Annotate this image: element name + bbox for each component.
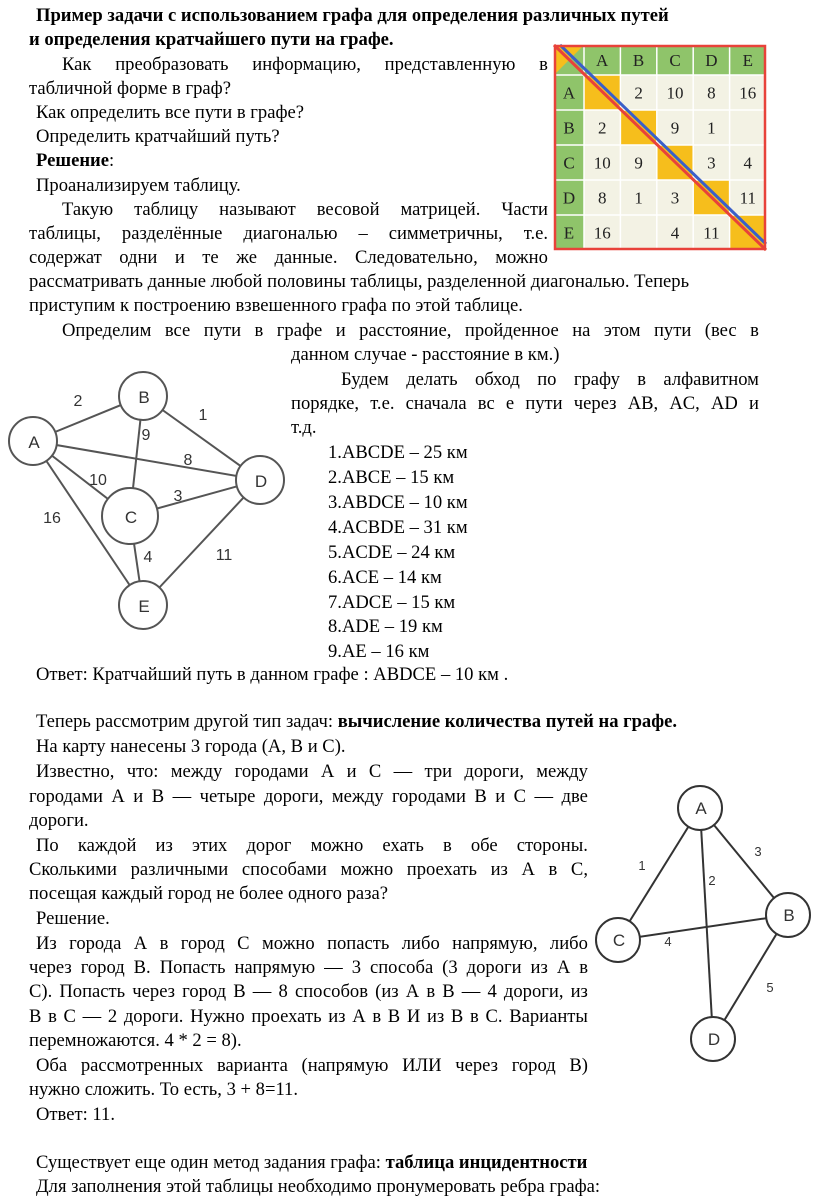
node-label: D (254, 472, 268, 491)
word: (из (375, 981, 399, 1002)
word: AC, (669, 393, 700, 414)
word: пути (653, 320, 692, 341)
path-item: 6.ACE – 14 км (328, 567, 442, 588)
word: B (233, 981, 246, 1002)
matrix-cell: 2 (634, 83, 643, 103)
word: на (572, 320, 591, 341)
word: пути (525, 393, 563, 414)
answer-2: Ответ: 11. (36, 1104, 115, 1125)
word: в (579, 957, 588, 978)
matrix-cell: 1 (707, 118, 716, 138)
word: делать (406, 369, 458, 390)
word: Нужно (190, 1006, 245, 1027)
path-item: 4.ACBDE – 31 км (328, 517, 468, 538)
word: проехать (406, 859, 477, 880)
word: через (132, 981, 176, 1002)
word: (напрямую (301, 1055, 389, 1076)
word: представленную (384, 54, 516, 75)
node-label: D (707, 1030, 721, 1049)
edge-weight: 2 (73, 393, 83, 410)
solution-2-heading: Решение. (36, 908, 110, 929)
word: весовой (316, 199, 380, 220)
word: и (495, 786, 506, 807)
node-label: A (695, 799, 707, 818)
word: т.е. (523, 223, 548, 244)
word: способа (369, 957, 434, 978)
edge-number: 3 (754, 844, 762, 859)
word: стороны. (516, 835, 588, 856)
node-label: C (612, 931, 626, 950)
edge-number: 5 (766, 980, 774, 995)
word: Как (62, 54, 92, 75)
weight-matrix-line-2 (29, 222, 548, 246)
word: алфавитном (663, 369, 759, 390)
word: различными (130, 859, 229, 880)
word: четыре (199, 786, 256, 807)
edge-weight: 4 (143, 549, 153, 566)
word: информацию, (252, 54, 361, 75)
word: — (324, 957, 343, 978)
word: B (450, 1006, 464, 1027)
word: все (164, 320, 191, 341)
sum-line-1 (36, 1054, 588, 1078)
word: обход (474, 369, 520, 390)
matrix-col-header: B (632, 51, 645, 70)
word: Определим (62, 320, 152, 341)
word: можно (310, 835, 364, 856)
word: из (570, 981, 588, 1002)
word: дорог (246, 835, 292, 856)
matrix-cell: 1 (634, 188, 643, 208)
word: AB, (627, 393, 659, 414)
word: B (29, 1006, 42, 1027)
word: C (368, 761, 382, 782)
word: попасть (327, 933, 390, 954)
word: в (159, 933, 169, 954)
solution-line-3 (29, 980, 588, 1004)
word: дороги, (263, 786, 324, 807)
path-item: 8.ADE – 19 км (328, 616, 443, 637)
word: C (63, 1006, 76, 1027)
word: Попасть (59, 981, 126, 1002)
word: дороги (466, 957, 522, 978)
weight-matrix-line-3 (29, 246, 548, 270)
matrix-row-header: A (562, 83, 576, 103)
matrix-cell: 2 (597, 118, 607, 138)
word: из (155, 835, 173, 856)
matrix-row-header: B (563, 118, 575, 138)
word: можно (495, 247, 548, 268)
edge-ad (33, 441, 260, 480)
word: этих (191, 835, 228, 856)
word: B (442, 981, 455, 1002)
word: дороги, (464, 761, 524, 782)
matrix-cell: 10 (666, 83, 684, 103)
word: дороги. (123, 1006, 184, 1027)
word: и (346, 761, 357, 782)
matrix-col-header: A (596, 51, 609, 70)
word: (3 (442, 957, 458, 978)
matrix-cell: 10 (593, 153, 611, 173)
word: диагональю (243, 223, 338, 244)
matrix-row-header: E (563, 223, 575, 243)
word: же (236, 247, 257, 268)
matrix-cell: 11 (739, 188, 756, 208)
word: городами (29, 786, 103, 807)
edge-ad (700, 808, 716, 1039)
question-line-1 (36, 834, 588, 858)
word: таблицы, (29, 223, 101, 244)
word: вс (477, 393, 495, 414)
word: A (133, 933, 148, 954)
question-line-2 (29, 858, 588, 882)
word: Следовательно, (354, 247, 478, 268)
word: A (556, 957, 571, 978)
word: проехать (251, 1006, 322, 1027)
word: в (637, 369, 647, 390)
word: AD (710, 393, 738, 414)
word: дороги, (503, 981, 564, 1002)
word: город (80, 957, 125, 978)
word: этом (603, 320, 641, 341)
word: в (539, 54, 548, 75)
edge-weight: 3 (173, 488, 183, 505)
word: — (82, 1006, 102, 1027)
word: либо (401, 933, 440, 954)
title-line-1: Пример задачи с использованием графа для определения различных путей (36, 5, 669, 26)
traverse-line-3: т.д. (291, 417, 317, 438)
word: через (29, 957, 72, 978)
matrix-row-header: C (563, 153, 575, 173)
word: между (331, 786, 384, 807)
word: из (530, 957, 548, 978)
word: графу (573, 369, 620, 390)
weight-matrix-line-4: рассматривать данные любой половины таблицы, разделенной диагональю. Теперь (29, 271, 690, 292)
map-line: На карту нанесены 3 города (A, B и C). (36, 736, 346, 757)
matrix-cell: 8 (707, 83, 716, 103)
word: 2 (107, 1006, 118, 1027)
matrix-cell: 3 (707, 153, 716, 173)
node-label: E (138, 597, 150, 616)
word: городами (391, 786, 466, 807)
edge-number: 4 (664, 934, 672, 949)
word: т.е. (370, 393, 395, 414)
word: C). (29, 981, 53, 1002)
word: A (320, 761, 335, 782)
answer-1: Ответ: Кратчайший путь в данном графе : ABDCE – 10 км . (36, 664, 509, 685)
matrix-cell: 4 (670, 223, 680, 243)
word: город (180, 933, 225, 954)
word: ИЛИ (402, 1055, 442, 1076)
edge-weight: 8 (183, 452, 193, 469)
edge-weight: 1 (198, 407, 208, 424)
solution-heading: Решение: (36, 150, 115, 171)
word: Будем (341, 369, 389, 390)
word: B (151, 786, 165, 807)
word: между (170, 761, 223, 782)
weight-matrix (554, 45, 766, 250)
weight-matrix-line-1 (62, 198, 548, 222)
word: — (534, 786, 554, 807)
word: в (372, 1006, 382, 1027)
edge-weight: 16 (43, 510, 61, 527)
question-3: Определить кратчайший путь? (36, 126, 280, 147)
word: таблицу (134, 199, 199, 220)
word: можно (261, 933, 315, 954)
second-task-intro: Теперь рассмотрим другой тип задач: вычисление количества путей на графе. (36, 711, 677, 732)
question-1-line-1 (62, 53, 548, 77)
word: одни (119, 247, 158, 268)
word: три (424, 761, 453, 782)
word: в (254, 320, 264, 341)
define-paths-line-1 (62, 319, 759, 343)
word: рассмотренных (80, 1055, 204, 1076)
word: и (335, 320, 346, 341)
edge-weight: 10 (89, 472, 107, 489)
question-line-3: посещая каждый город не более одного раза? (29, 883, 389, 904)
question-2: Как определить все пути в графе? (36, 102, 305, 123)
word: из (426, 1006, 445, 1027)
known-line-2 (29, 785, 588, 809)
matrix-cell: 3 (670, 188, 680, 208)
word: способами (241, 859, 327, 880)
word: C (237, 933, 250, 954)
matrix-cell: 11 (703, 223, 720, 243)
edge-cb (618, 915, 788, 940)
word: C, (570, 859, 588, 880)
path-item: 1.ABCDE – 25 км (328, 442, 468, 463)
word: разделённые (121, 223, 223, 244)
solution-line-5: перемножаются. 4 * 2 = 8). (29, 1030, 242, 1051)
word: варианта (217, 1055, 288, 1076)
word: — (393, 761, 413, 782)
matrix-col-header: C (669, 51, 681, 70)
word: что: (126, 761, 159, 782)
node-label: C (124, 508, 138, 527)
word: в (426, 981, 436, 1002)
word: C (513, 786, 527, 807)
path-item: 7.ADCE – 15 км (328, 592, 456, 613)
word: Попасть (159, 957, 226, 978)
roads-graph (590, 780, 815, 1070)
word: обе (470, 835, 498, 856)
word: города (69, 933, 122, 954)
matrix-cell: 9 (634, 153, 643, 173)
word: в (442, 835, 452, 856)
word: пройденное (464, 320, 559, 341)
word: и (174, 247, 185, 268)
matrix-cell: 8 (597, 188, 607, 208)
word: – (358, 223, 368, 244)
word: Оба (36, 1055, 68, 1076)
word: е (505, 393, 515, 414)
word: в (548, 859, 558, 880)
word: симметричны, (388, 223, 503, 244)
edge-number: 1 (638, 858, 646, 873)
matrix-cell: 16 (593, 223, 611, 243)
word: Сколькими (29, 859, 118, 880)
word: через (455, 1055, 499, 1076)
path-item: 5.ACDE – 24 км (328, 542, 456, 563)
analyze-line: Проанализируем таблицу. (36, 175, 241, 196)
word: либо (549, 933, 588, 954)
word: те (202, 247, 219, 268)
weighted-graph (0, 368, 290, 638)
word: A (111, 786, 125, 807)
node-label: B (138, 388, 150, 407)
word: — (252, 981, 272, 1002)
word: По (36, 835, 59, 856)
word: из (490, 859, 508, 880)
word: 8 (278, 981, 288, 1002)
word: пути (203, 320, 242, 341)
word: ехать (382, 835, 424, 856)
traverse-line-1 (341, 368, 759, 392)
solution-line-2 (29, 956, 588, 980)
word: B. (133, 957, 151, 978)
word: — (172, 786, 192, 807)
sum-line-2: нужно сложить. То есть, 3 + 8=11. (29, 1079, 299, 1100)
word: 3 (351, 957, 361, 978)
edge-weight: 9 (141, 427, 151, 444)
word: A (405, 981, 420, 1002)
path-item: 3.ABDCE – 10 км (328, 492, 468, 513)
matrix-col-header: D (705, 51, 718, 70)
word: расстояние, (359, 320, 452, 341)
word: данные. (274, 247, 338, 268)
path-item: 9.AE – 16 км (328, 641, 430, 662)
question-1-line-2: табличной форме в граф? (29, 78, 231, 99)
word: называют (219, 199, 296, 220)
word: из (328, 1006, 346, 1027)
solution-line-4 (29, 1005, 588, 1029)
word: Варианты (509, 1006, 588, 1027)
word: содержат (29, 247, 102, 268)
word: A (521, 859, 535, 880)
word: A (352, 1006, 366, 1027)
incidence-intro: Существует еще один метод задания графа: таблица инцидентности (36, 1152, 588, 1173)
matrix-cell: 4 (743, 153, 753, 173)
word: И (406, 1006, 421, 1027)
word: сначала (405, 393, 467, 414)
word: напрямую (234, 957, 316, 978)
word: город (182, 981, 227, 1002)
word: можно (340, 859, 394, 880)
edge-ac (618, 808, 700, 940)
edge-weight: 11 (215, 547, 233, 564)
word: и (133, 786, 144, 807)
known-line-3: дороги. (29, 810, 89, 831)
known-line-1 (36, 760, 588, 784)
word: в (750, 320, 759, 341)
incidence-fill-line: Для заполнения этой таблицы необходимо пронумеровать ребра графа: (36, 1176, 601, 1197)
matrix-row-header: D (562, 188, 576, 208)
word: Из (36, 933, 57, 954)
word: напрямую, (452, 933, 538, 954)
title-line-2: и определения кратчайшего пути на графе. (29, 29, 394, 50)
word: 4 (487, 981, 497, 1002)
word: способов (294, 981, 368, 1002)
word: через (573, 393, 617, 414)
word: в (470, 1006, 479, 1027)
word: графе (276, 320, 323, 341)
node-label: A (28, 433, 40, 452)
word: преобразовать (115, 54, 229, 75)
word: город (511, 1055, 556, 1076)
traverse-line-2 (291, 392, 759, 416)
word: каждой (77, 835, 137, 856)
word: Известно, (36, 761, 115, 782)
word: B) (569, 1055, 588, 1076)
word: Такую (62, 199, 114, 220)
edge-de (143, 480, 260, 605)
define-paths-line-2: данном случае - расстояние в км.) (291, 344, 560, 365)
matrix-col-header: E (742, 51, 753, 70)
word: B (474, 786, 487, 807)
word: — (461, 981, 481, 1002)
solution-line-1 (36, 932, 588, 956)
word: Части (501, 199, 548, 220)
word: между (536, 761, 588, 782)
word: B (387, 1006, 401, 1027)
path-item: 2.ABCE – 15 км (328, 467, 455, 488)
word: (вес (704, 320, 737, 341)
word: по (537, 369, 557, 390)
word: две (561, 786, 588, 807)
matrix-cell: 9 (670, 118, 680, 138)
word: городами (234, 761, 309, 782)
word: матрицей. (400, 199, 481, 220)
word: порядке, (291, 393, 360, 414)
matrix-cell: 16 (739, 83, 757, 103)
word: C. (485, 1006, 503, 1027)
word: в (48, 1006, 57, 1027)
weight-matrix-line-5: приступим к построению взвешенного графа по этой таблице. (29, 295, 523, 316)
edge-number: 2 (708, 873, 716, 888)
word: и (748, 393, 759, 414)
node-label: B (783, 906, 795, 925)
